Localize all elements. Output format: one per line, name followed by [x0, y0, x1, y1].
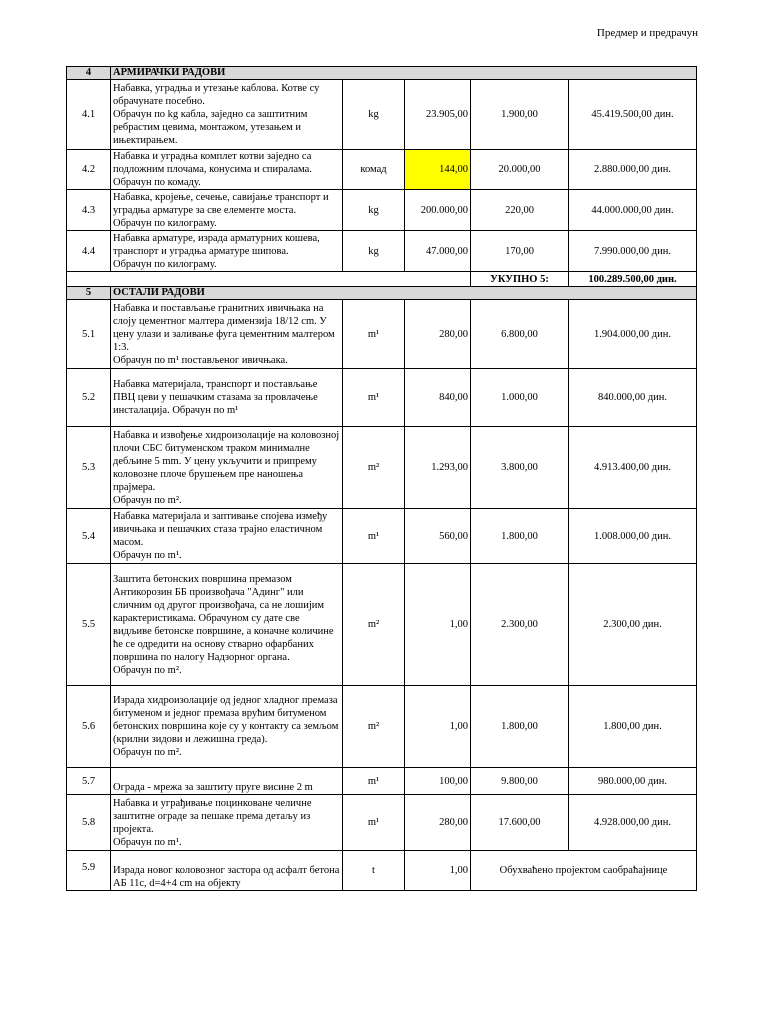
item-unit-price: 20.000,00: [471, 150, 569, 190]
table-row: [67, 150, 697, 190]
item-total: 1.904.000,00 дин.: [569, 300, 697, 369]
item-description: [111, 564, 343, 686]
item-total: 2.300,00 дин.: [569, 564, 697, 686]
item-description: [111, 369, 343, 427]
item-quantity: 840,00: [405, 369, 471, 427]
item-unit-price: 3.800,00: [471, 427, 569, 509]
table-row: [67, 795, 697, 851]
item-unit-price: 1.900,00: [471, 80, 569, 150]
item-number: 5.3: [67, 427, 111, 509]
item-unit: m¹: [343, 300, 405, 369]
item-description-text: Ограда - мрежа за заштиту пруге висине 2 m: [113, 782, 313, 793]
item-description-text: Израда новог коловозног застора од асфалт бетона АБ 11с, d=4+4 cm на објекту: [113, 865, 340, 889]
item-description: [111, 300, 343, 369]
section-header-row: [67, 67, 697, 80]
item-description: [111, 150, 343, 190]
table-row: [67, 851, 697, 891]
page-header-title: Предмер и предрачун: [596, 27, 698, 39]
table-row: [67, 686, 697, 768]
table-row: [67, 369, 697, 427]
item-total: 980.000,00 дин.: [569, 768, 697, 795]
item-description-text: Набавка материјала, транспорт и постављање ПВЦ цеви у пешачким стазама за провлачење инсталација. Обрачун по m¹: [113, 379, 318, 416]
subtotal-value: 100.289.500,00 дин.: [569, 272, 697, 287]
item-quantity: 1,00: [405, 564, 471, 686]
item-description: [111, 686, 343, 768]
item-description-text: Набавка и извођење хидроизолације на коловозној плочи СБС битуменском траком минималне дебљине 5 mm. У цену укључити и припрему коловозне плоче брушењем пре наношења прајмера. Обрачун по m².: [113, 429, 340, 506]
item-quantity: 23.905,00: [405, 80, 471, 150]
item-total: 4.913.400,00 дин.: [569, 427, 697, 509]
item-unit-price: 1.000,00: [471, 369, 569, 427]
item-quantity: 1,00: [405, 686, 471, 768]
item-quantity: 200.000,00: [405, 190, 471, 231]
item-quantity: 1,00: [405, 851, 471, 891]
subtotal-row: [67, 272, 697, 287]
item-description: [111, 231, 343, 272]
item-unit: kg: [343, 190, 405, 231]
item-total: 4.928.000,00 дин.: [569, 795, 697, 851]
item-unit: t: [343, 851, 405, 891]
item-unit: m¹: [343, 795, 405, 851]
item-total: 1.008.000,00 дин.: [569, 509, 697, 564]
item-unit-price: 2.300,00: [471, 564, 569, 686]
item-description: [111, 851, 343, 891]
item-unit-price: 220,00: [471, 190, 569, 231]
item-description-text: Набавка, уградња и утезање каблова. Котве су обрачунате посебно. Обрачун по kg кабла, заједно са заштитним ребрастим цевима, монтажом, утезањем и ињектирањем.: [113, 83, 320, 146]
item-description: [111, 427, 343, 509]
item-unit-price: 9.800,00: [471, 768, 569, 795]
item-unit: комад: [343, 150, 405, 190]
item-unit-price: 1.800,00: [471, 509, 569, 564]
table-row: [67, 190, 697, 231]
item-unit: kg: [343, 80, 405, 150]
section-title: ОСТАЛИ РАДОВИ: [111, 287, 697, 300]
item-number: 5.2: [67, 369, 111, 427]
item-number: 4.3: [67, 190, 111, 231]
item-unit: m²: [343, 427, 405, 509]
subtotal-spacer: [67, 272, 471, 287]
section-header-row: [67, 287, 697, 300]
table-row: [67, 564, 697, 686]
item-number: 5.6: [67, 686, 111, 768]
item-number: 4.2: [67, 150, 111, 190]
item-total: 44.000.000,00 дин.: [569, 190, 697, 231]
item-description-text: Заштита бетонских површина премазом Антикорозин ББ произвођача "Адинг" или сличним од другог произвођача, са не лошијим карактеристикама. Обрачуном су дате све видљиве бетонске површине, а коначне количине ће се одредити на основу стварно офарбаних површина по налогу Надзорног органа. Обрачун по m².: [113, 573, 334, 676]
item-description: [111, 795, 343, 851]
item-unit-price: 17.600,00: [471, 795, 569, 851]
item-description: [111, 768, 343, 795]
item-total: 840.000,00 дин.: [569, 369, 697, 427]
item-description-text: Набавка материјала и заптивање спојева између ивичњака и пешачких стаза трајно еластичном масом. Обрачун по m¹.: [113, 511, 328, 561]
item-unit-price: 1.800,00: [471, 686, 569, 768]
item-number: 5.9: [67, 851, 111, 891]
table-row: [67, 509, 697, 564]
item-description-text: Набавка и уграђивање поцинковане челичне заштитне ограде за пешаке према детаљу из пројекта. Обрачун по m¹.: [113, 797, 312, 848]
item-quantity: 560,00: [405, 509, 471, 564]
item-number: 4.4: [67, 231, 111, 272]
item-description-text: Набавка и постављање гранитних ивичњака на слоју цементног малтера димензија 18/12 cm. У цену улази и заливање фуга цементним малтером 1:3. Обрачун по m¹ постављеног ивичњака.: [113, 302, 335, 366]
item-number: 5.5: [67, 564, 111, 686]
item-number: 5.7: [67, 768, 111, 795]
item-total: 45.419.500,00 дин.: [569, 80, 697, 150]
item-number: 4.1: [67, 80, 111, 150]
item-quantity: 280,00: [405, 795, 471, 851]
item-quantity: 100,00: [405, 768, 471, 795]
item-total: 2.880.000,00 дин.: [569, 150, 697, 190]
item-unit-price: 170,00: [471, 231, 569, 272]
item-description-text: Набавка и уградња комплет котви заједно са подложним плочама, конусима и спиралама. Обрачун по комаду.: [113, 151, 312, 188]
table-row: [67, 768, 697, 795]
table-row: [67, 80, 697, 150]
item-description: [111, 190, 343, 231]
bill-of-quantities-table: [66, 66, 697, 891]
item-quantity-highlighted: 144,00: [405, 150, 471, 190]
item-unit: m²: [343, 686, 405, 768]
subtotal-label: УКУПНО 5:: [471, 272, 569, 287]
item-quantity: 47.000,00: [405, 231, 471, 272]
item-number: 5.8: [67, 795, 111, 851]
item-unit-price: 6.800,00: [471, 300, 569, 369]
table-row: [67, 231, 697, 272]
item-description-text: Набавка арматуре, израда арматурних кошева, транспорт и уградња арматуре шипова. Обрачун по килограму.: [113, 232, 320, 270]
section-number: 5: [67, 287, 111, 300]
section-title: АРМИРАЧКИ РАДОВИ: [111, 67, 697, 80]
item-quantity: 280,00: [405, 300, 471, 369]
item-number: 5.1: [67, 300, 111, 369]
item-description-text: Набавка, кројење, сечење, савијање транспорт и уградња арматуре за све елементе моста. Обрачун по килограму.: [113, 191, 329, 229]
item-total: 7.990.000,00 дин.: [569, 231, 697, 272]
item-quantity: 1.293,00: [405, 427, 471, 509]
item-unit: m¹: [343, 369, 405, 427]
table-row: [67, 427, 697, 509]
item-description: [111, 509, 343, 564]
item-unit: kg: [343, 231, 405, 272]
item-unit: m¹: [343, 509, 405, 564]
section-number: 4: [67, 67, 111, 80]
item-number: 5.4: [67, 509, 111, 564]
item-description-text: Израда хидроизолације од једног хладног премаза битуменом и једног премаза врућим битуменом бетонских површина које су у контакту са земљом (крилни зидови и лежишна греда). Обрачун по m².: [113, 695, 339, 758]
table-row: [67, 300, 697, 369]
item-unit: m²: [343, 564, 405, 686]
item-total: 1.800,00 дин.: [569, 686, 697, 768]
item-note: Обухваћено пројектом саобраћајнице: [471, 851, 697, 891]
item-description: [111, 80, 343, 150]
item-unit: m¹: [343, 768, 405, 795]
